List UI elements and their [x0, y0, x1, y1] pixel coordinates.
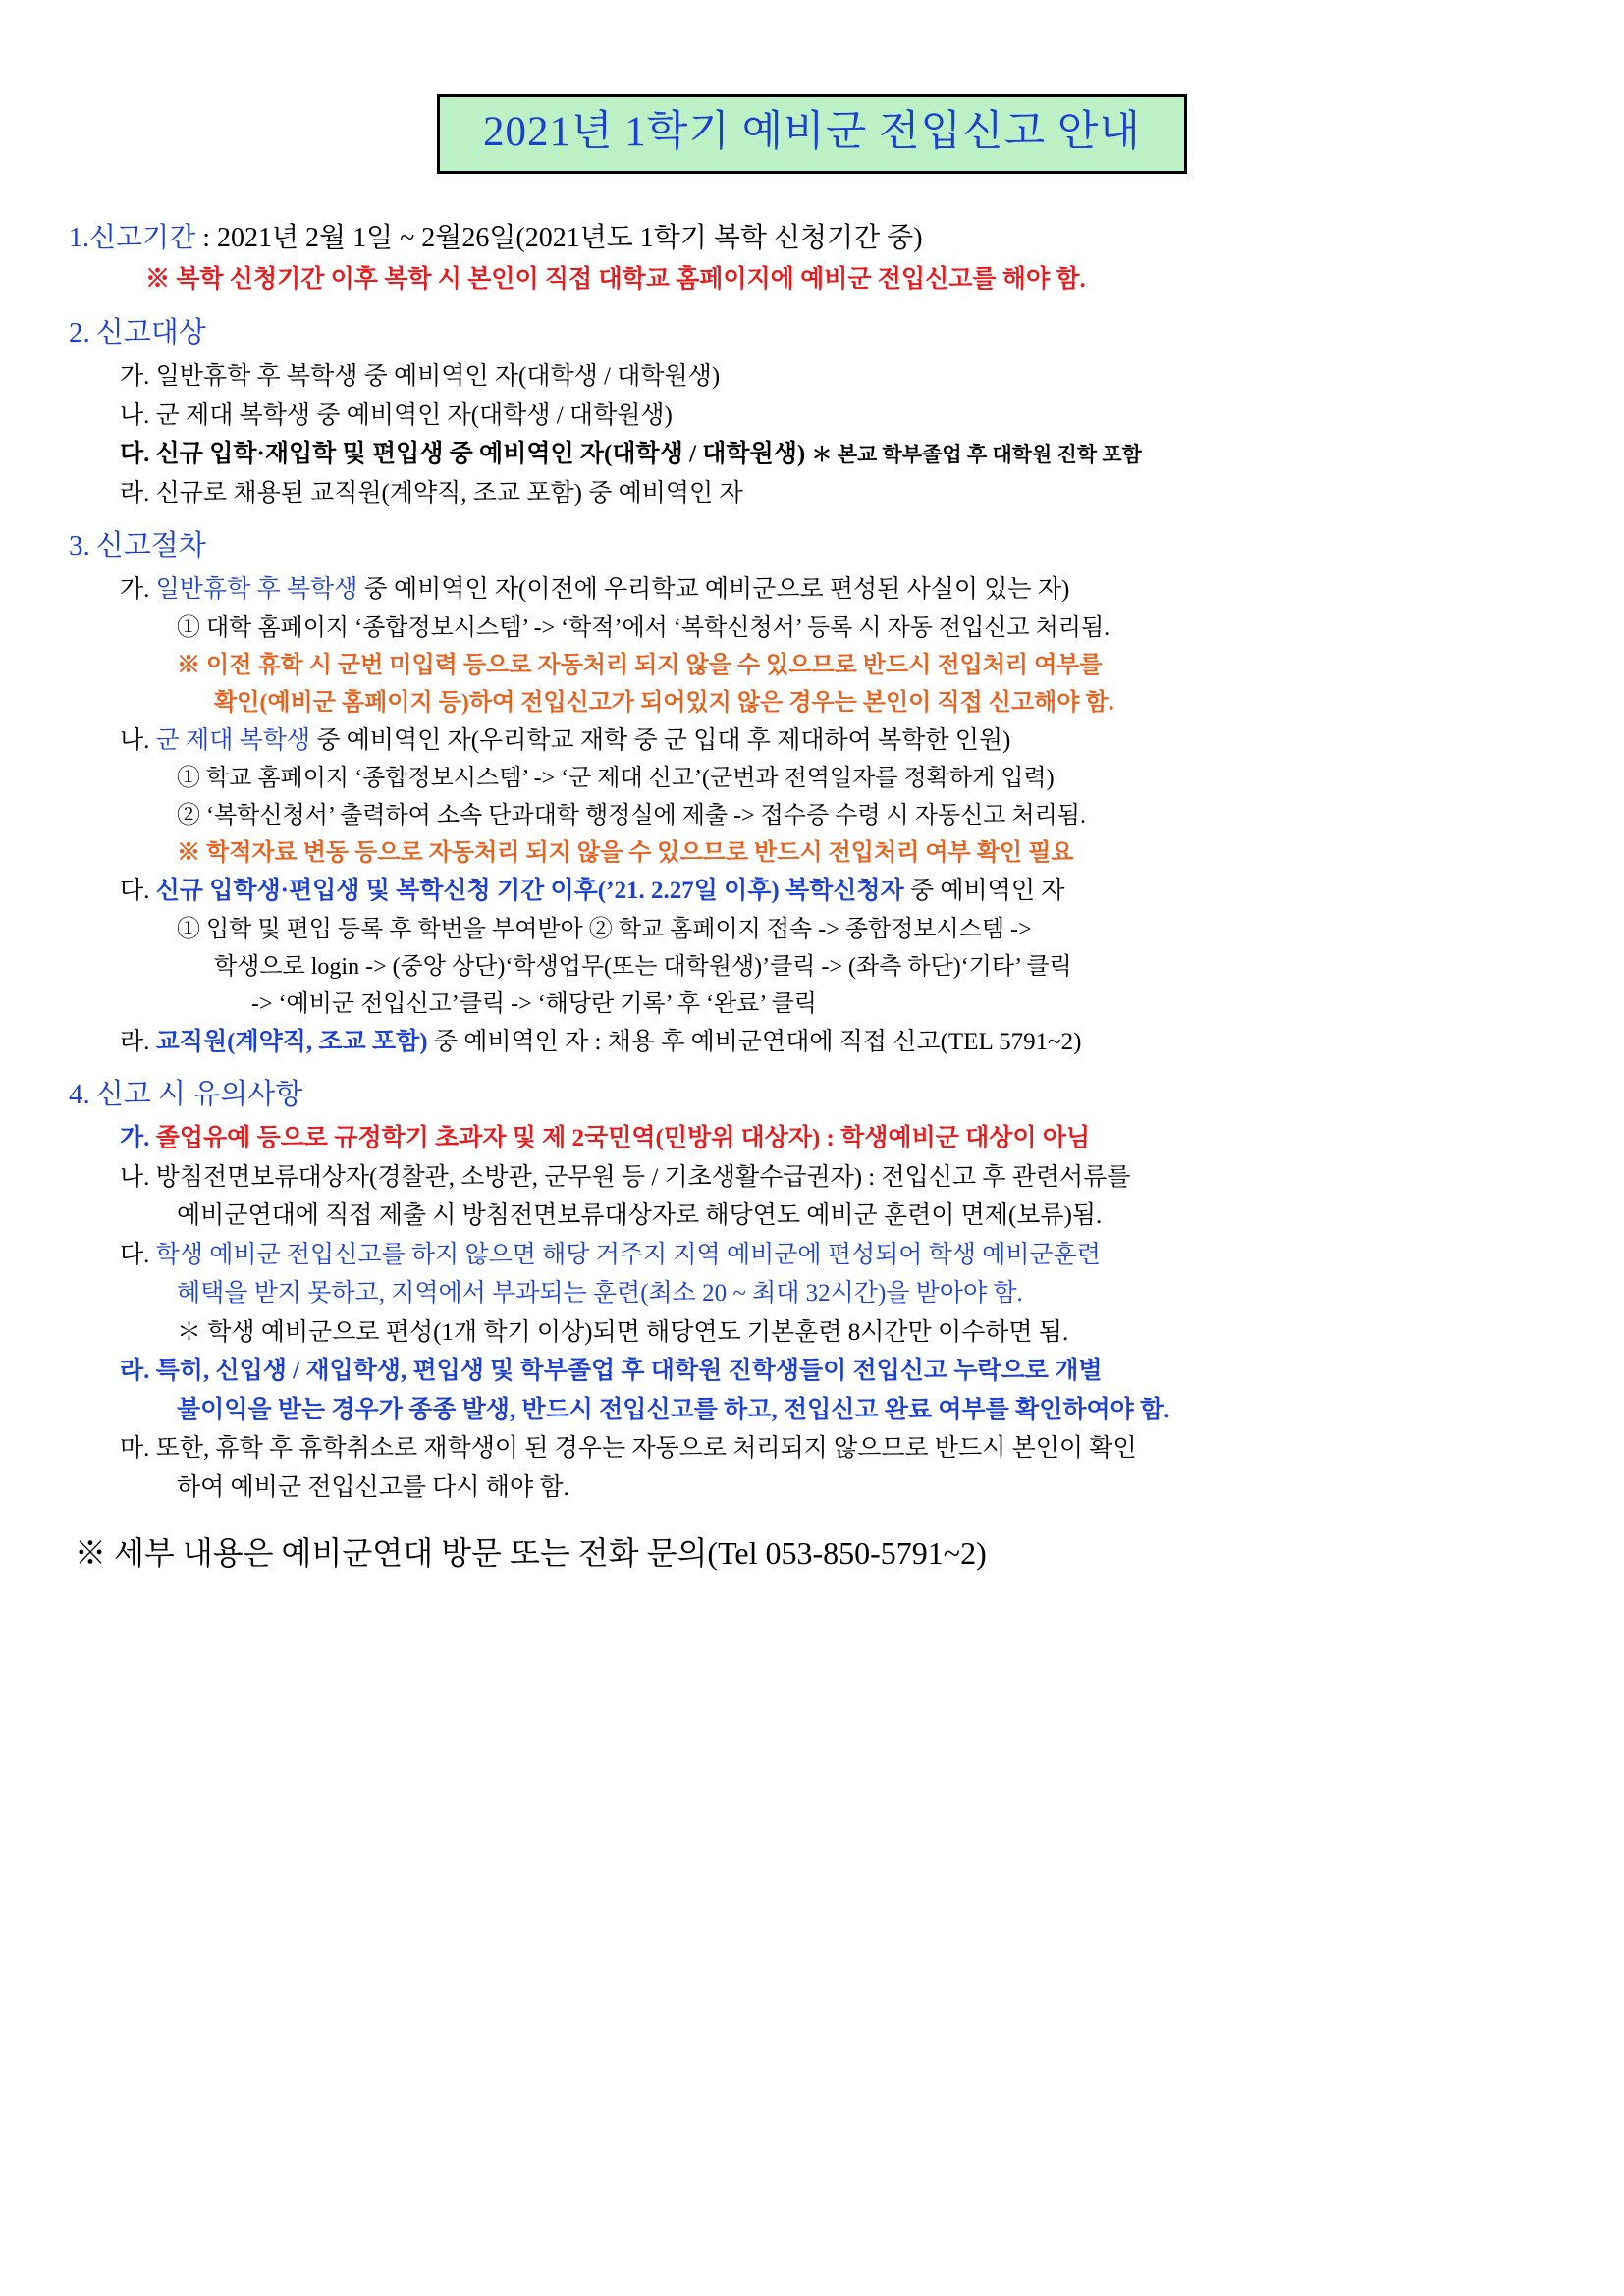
- item-label: 마.: [120, 1435, 150, 1463]
- sub-item-note-cont: 확인(예비군 홈페이지 등)하여 전입신고가 되어있지 않은 경우는 본인이 직접 신고해야 함.: [214, 689, 1114, 716]
- item-rest: 중 예비역인 자 : 채용 후 예비군연대에 직접 신고(TEL 5791~2): [427, 1028, 1082, 1055]
- item-suffix: ＊ 본교 학부졸업 후 대학원 진학 포함: [811, 443, 1142, 467]
- section-1: [69, 219, 1555, 298]
- item-label: 가.: [120, 1125, 150, 1152]
- item-rest: 중 예비역인 자(우리학교 재학 중 군 입대 후 제대하여 복학한 인원): [310, 726, 1011, 754]
- item-text-cont: 불이익을 받는 경우가 종종 발생, 반드시 전입신고를 하고, 전입신고 완료 여부를 확인하여야 함.: [177, 1396, 1170, 1423]
- item-text: 군 제대 복학생 중 예비역인 자(대학생 / 대학원생): [155, 401, 673, 429]
- list-item: [120, 571, 1555, 609]
- sub-item: ① 대학 홈페이지 ‘종합정보시스템’ -> ‘학적’에서 ‘복학신청서’ 등록 시 자동 전입신고 처리됨.: [177, 614, 1110, 641]
- list-item: [120, 1120, 1555, 1157]
- section-4: [69, 1076, 1555, 1506]
- item-label: 라.: [120, 479, 150, 507]
- section-3-title: 신고절차: [95, 530, 206, 562]
- list-item: [120, 1430, 1555, 1468]
- section-1-period: : 2021년 2월 1일 ~ 2월26일(2021년도 1학기 복학 신청기간 중): [195, 223, 923, 254]
- list-item-cont: [177, 1198, 1555, 1235]
- list-item: [120, 873, 1555, 910]
- item-label: 가.: [120, 576, 150, 604]
- sub-item: -> ‘예비군 전입신고’클릭 -> ‘해당란 기록’ 후 ‘완료’ 클릭: [251, 990, 817, 1017]
- section-4-number: 4.: [69, 1079, 90, 1111]
- section-3-heading: [69, 527, 1555, 565]
- section-1-number: 1.: [69, 223, 89, 254]
- item-note-text: ＊ 학생 예비군으로 편성(1개 학기 이상)되면 해당연도 기본훈련 8시간만 이수하면 됨.: [177, 1318, 1069, 1346]
- section-3: [69, 527, 1555, 1060]
- section-4-title: 신고 시 유의사항: [95, 1079, 303, 1111]
- item-label: 가.: [120, 363, 150, 391]
- item-rest: 중 예비역인 자(이전에 우리학교 예비군으로 편성된 사실이 있는 자): [357, 576, 1070, 604]
- section-4-heading: [69, 1076, 1555, 1114]
- list-item: [120, 722, 1555, 760]
- section-3-number: 3.: [69, 530, 90, 562]
- list-item: [120, 398, 1555, 435]
- list-item-note: [177, 1314, 1555, 1352]
- item-lead: 군 제대 복학생: [155, 726, 311, 754]
- item-lead: 신규 입학생·편입생 및 복학신청 기간 이후(’21. 2.27일 이후) 복학신청자: [155, 878, 904, 905]
- page-title: 2021년 1학기 예비군 전입신고 안내: [483, 109, 1141, 155]
- list-item-cont: [177, 1275, 1555, 1312]
- list-item-cont: [177, 1469, 1555, 1507]
- list-item: [120, 358, 1555, 396]
- item-text-cont: 예비군연대에 직접 제출 시 방침전면보류대상자로 해당연도 예비군 훈련이 면제(보류)됨.: [177, 1202, 1103, 1230]
- section-1-note: ※ 복학 신청기간 이후 복학 시 본인이 직접 대학교 홈페이지에 예비군 전입신고를 해야 함.: [145, 266, 1086, 294]
- sub-item-note: ※ 학적자료 변동 등으로 자동처리 되지 않을 수 있으므로 반드시 전입처리 여부 확인 필요: [177, 840, 1074, 867]
- item-label: 다.: [120, 441, 150, 468]
- section-2-heading: [69, 314, 1555, 352]
- item-text-cont: 하여 예비군 전입신고를 다시 해야 함.: [177, 1473, 569, 1501]
- footer-note: ※ 세부 내용은 예비군연대 방문 또는 전화 문의(Tel 053-850-5791~2): [75, 1535, 987, 1572]
- section-2-title: 신고대상: [95, 316, 206, 348]
- item-lead: 일반휴학 후 복학생: [155, 576, 358, 604]
- list-item-cont: [177, 1392, 1555, 1429]
- title-area: [69, 94, 1555, 174]
- item-lead: 교직원(계약직, 조교 포함): [155, 1028, 428, 1055]
- sub-item: 학생으로 login -> (중앙 상단)‘학생업무(또는 대학원생)’클릭 -> (좌측 하단)‘기타’ 클릭: [214, 953, 1072, 980]
- item-text: 신규 입학·재입학 및 편입생 중 예비역인 자(대학생 / 대학원생): [155, 441, 806, 468]
- item-label: 라.: [120, 1028, 150, 1055]
- item-text-cont: 혜택을 받지 못하고, 지역에서 부과되는 훈련(최소 20 ~ 최대 32시간)을 받아야 함.: [177, 1280, 1023, 1308]
- item-text: 특히, 신입생 / 재입학생, 편입생 및 학부졸업 후 대학원 진학생들이 전입신고 누락으로 개별: [155, 1358, 1103, 1385]
- section-2-number: 2.: [69, 316, 90, 348]
- sub-item: ① 입학 및 편입 등록 후 학번을 부여받아 ② 학교 홈페이지 접속 -> 종합정보시스템 ->: [177, 916, 1032, 942]
- title-box: [437, 94, 1187, 174]
- list-item: [120, 436, 1555, 473]
- item-text: 졸업유예 등으로 규정학기 초과자 및 제 2국민역(민방위 대상자) : 학생예비군 대상이 아님: [155, 1125, 1091, 1152]
- list-item: [120, 1353, 1555, 1390]
- item-text: 학생 예비군 전입신고를 하지 않으면 해당 거주지 지역 예비군에 편성되어 학생 예비군훈련: [155, 1241, 1101, 1268]
- list-item: [120, 475, 1555, 512]
- list-item: [120, 1237, 1555, 1274]
- item-rest: 중 예비역인 자: [903, 878, 1065, 905]
- item-label: 다.: [120, 878, 150, 905]
- sub-item-note: ※ 이전 휴학 시 군번 미입력 등으로 자동처리 되지 않을 수 있으므로 반드시 전입처리 여부를: [177, 652, 1103, 678]
- item-label: 나.: [120, 401, 150, 429]
- list-item: [120, 1159, 1555, 1197]
- item-label: 라.: [120, 1358, 150, 1385]
- list-item: [120, 1024, 1555, 1061]
- item-text: 방침전면보류대상자(경찰관, 소방관, 군무원 등 / 기초생활수급권자) : 전입신고 후 관련서류를: [155, 1163, 1131, 1191]
- item-label: 나.: [120, 726, 150, 754]
- item-text: 또한, 휴학 후 휴학취소로 재학생이 된 경우는 자동으로 처리되지 않으므로 반드시 본인이 확인: [155, 1435, 1137, 1463]
- section-1-title: 신고기간: [89, 223, 196, 254]
- section-2: [69, 314, 1555, 511]
- sub-item: ② ‘복학신청서’ 출력하여 소속 단과대학 행정실에 제출 -> 접수증 수령 시 자동신고 처리됨.: [177, 803, 1086, 829]
- section-1-heading: [69, 219, 1555, 257]
- item-text: 일반휴학 후 복학생 중 예비역인 자(대학생 / 대학원생): [155, 363, 721, 391]
- item-label: 나.: [120, 1163, 150, 1191]
- item-text: 신규로 채용된 교직원(계약직, 조교 포함) 중 예비역인 자: [155, 479, 743, 507]
- sub-item: ① 학교 홈페이지 ‘종합정보시스템’ -> ‘군 제대 신고’(군번과 전역일자를 정확하게 입력): [177, 766, 1055, 792]
- item-label: 다.: [120, 1241, 150, 1268]
